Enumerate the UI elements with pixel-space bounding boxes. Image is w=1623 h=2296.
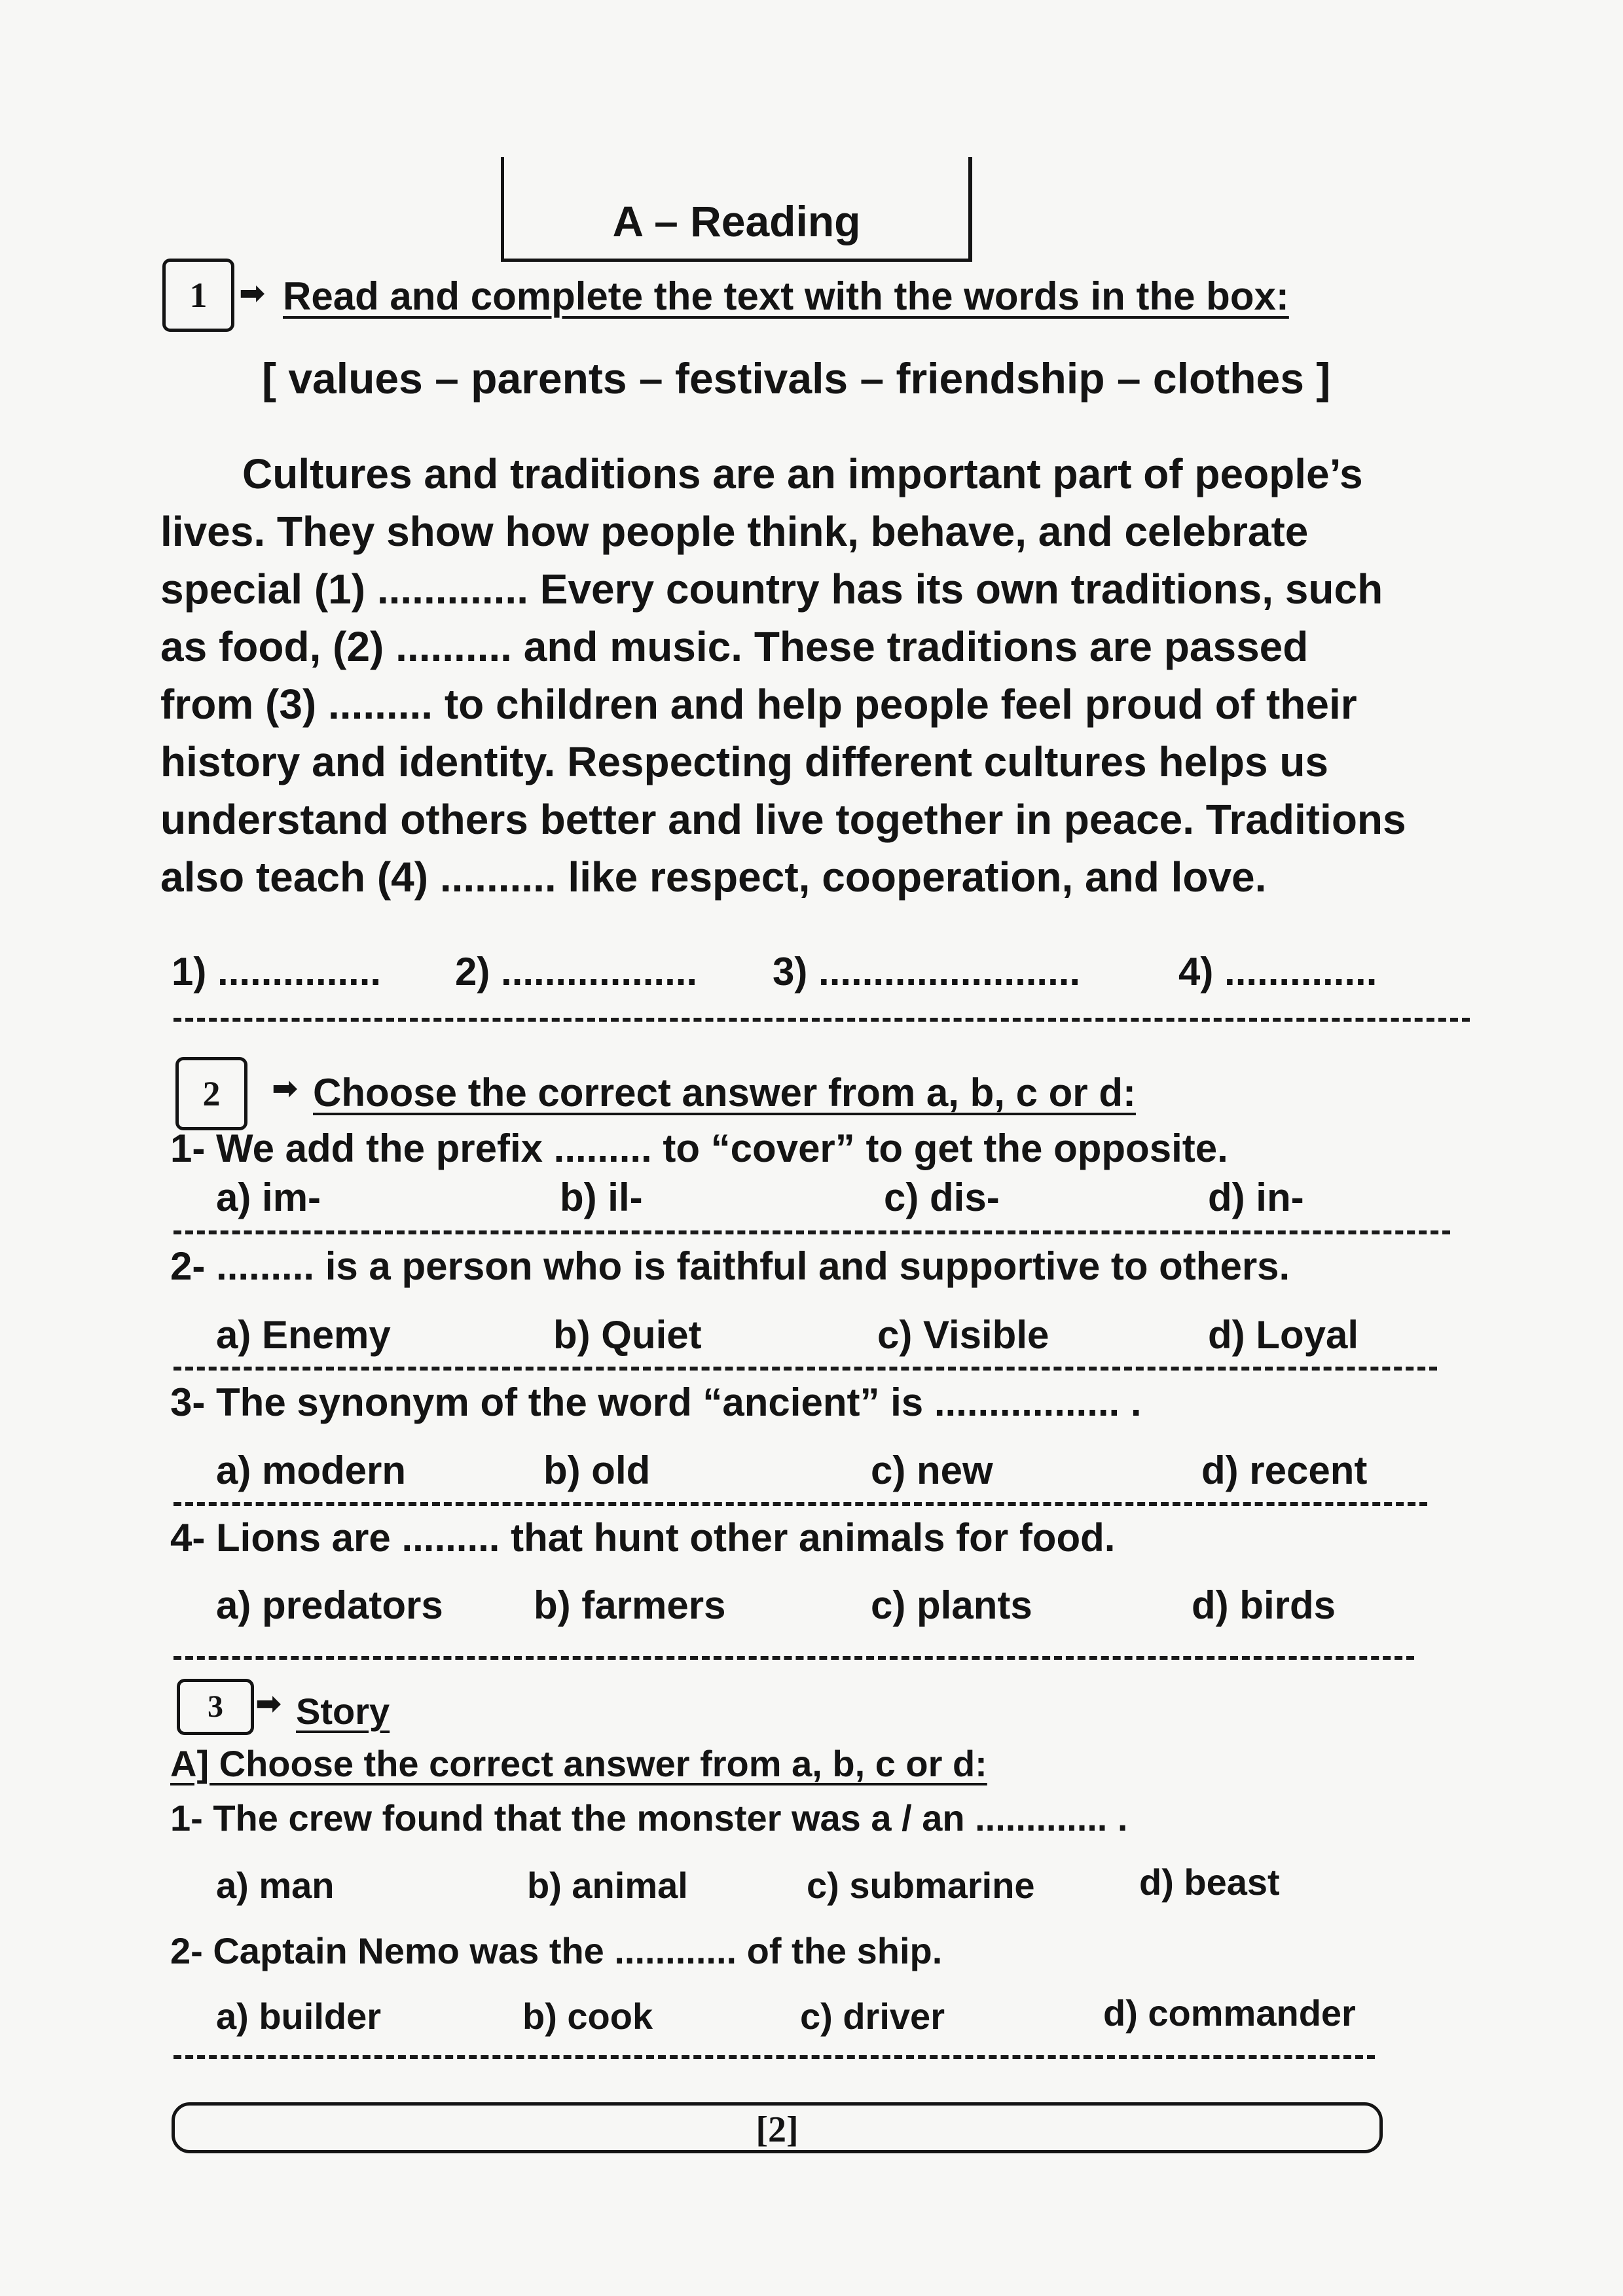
mcq-option: d) Loyal xyxy=(1208,1313,1359,1357)
passage-line: as food, (2) .......... and music. These traditions are passed xyxy=(160,623,1309,670)
mcq-option: a) im- xyxy=(216,1175,321,1219)
page-number: [2] xyxy=(756,2109,799,2150)
mcq-question: 1- The crew found that the monster was a / an ............. . xyxy=(170,1797,1128,1839)
question-2-instruction: Choose the correct answer from a, b, c or d: xyxy=(313,1071,1136,1115)
mcq-option: d) birds xyxy=(1192,1583,1336,1627)
mcq-question: 2- Captain Nemo was the ............ of the ship. xyxy=(170,1930,943,1971)
separator-dashed xyxy=(173,1656,1414,1660)
arrow-right-icon: ➡ xyxy=(255,1687,282,1721)
mcq-option: b) il- xyxy=(560,1175,643,1219)
mcq-option: c) driver xyxy=(800,1996,945,2037)
separator-dashed xyxy=(173,1367,1437,1371)
mcq-option: b) old xyxy=(543,1448,651,1492)
separator-dashed xyxy=(173,1230,1450,1234)
mcq-question: 2- ......... is a person who is faithful and supportive to others. xyxy=(170,1244,1290,1288)
passage-line: lives. They show how people think, behave, and celebrate xyxy=(160,508,1309,555)
passage-line: from (3) ......... to children and help people feel proud of their xyxy=(160,681,1357,728)
answer-blank-2: 2) .................. xyxy=(455,950,698,994)
mcq-question: 4- Lions are ......... that hunt other animals for food. xyxy=(170,1516,1116,1560)
mcq-option: b) cook xyxy=(522,1996,653,2037)
mcq-option: b) Quiet xyxy=(553,1313,702,1357)
passage-line: special (1) ............. Every country has its own traditions, such xyxy=(160,565,1383,613)
answer-blank-3: 3) ........................ xyxy=(773,950,1081,994)
reading-passage xyxy=(160,445,1503,906)
separator-dashed xyxy=(173,1018,1470,1022)
answer-blank-1: 1) ............... xyxy=(172,950,382,994)
passage-line: understand others better and live together in peace. Traditions xyxy=(160,796,1406,843)
mcq-option: c) submarine xyxy=(807,1865,1035,1906)
passage-line: history and identity. Respecting different cultures helps us xyxy=(160,738,1328,785)
question-1-number: 1 xyxy=(162,259,234,332)
mcq-option: a) modern xyxy=(216,1448,407,1492)
mcq-option: d) in- xyxy=(1208,1175,1304,1219)
mcq-option: a) builder xyxy=(216,1996,382,2037)
mcq-question: 3- The synonym of the word “ancient” is ................. . xyxy=(170,1380,1142,1424)
mcq-option: c) dis- xyxy=(884,1175,1000,1219)
mcq-option: a) predators xyxy=(216,1583,443,1627)
passage-line: Cultures and traditions are an important part of people’s xyxy=(242,450,1363,497)
mcq-option: c) Visible xyxy=(877,1313,1049,1357)
word-box: [ values – parents – festivals – friendship – clothes ] xyxy=(262,354,1331,403)
section-title: A – Reading xyxy=(612,197,861,245)
mcq-option: d) commander xyxy=(1103,1992,1356,2034)
mcq-question: 1- We add the prefix ......... to “cover” to get the opposite. xyxy=(170,1126,1228,1170)
question-1-instruction: Read and complete the text with the words in the box: xyxy=(283,274,1289,318)
question-3-number: 3 xyxy=(177,1679,254,1735)
arrow-right-icon: ➡ xyxy=(239,276,266,311)
separator-dashed xyxy=(173,2055,1375,2059)
separator-dashed xyxy=(173,1502,1427,1506)
question-2-number: 2 xyxy=(175,1057,247,1130)
answer-blank-4: 4) .............. xyxy=(1178,950,1377,994)
question-3-heading: Story xyxy=(296,1691,390,1732)
mcq-option: a) man xyxy=(216,1865,335,1906)
mcq-option: b) animal xyxy=(527,1865,688,1906)
mcq-option: d) beast xyxy=(1139,1861,1280,1903)
mcq-option: c) new xyxy=(871,1448,993,1492)
mcq-option: b) farmers xyxy=(534,1583,726,1627)
mcq-option: a) Enemy xyxy=(216,1313,391,1357)
mcq-option: d) recent xyxy=(1201,1448,1368,1492)
question-3-instruction: A] Choose the correct answer from a, b, c or d: xyxy=(170,1743,987,1784)
passage-line: also teach (4) .......... like respect, cooperation, and love. xyxy=(160,853,1267,901)
arrow-right-icon: ➡ xyxy=(272,1071,299,1106)
mcq-option: c) plants xyxy=(871,1583,1032,1627)
